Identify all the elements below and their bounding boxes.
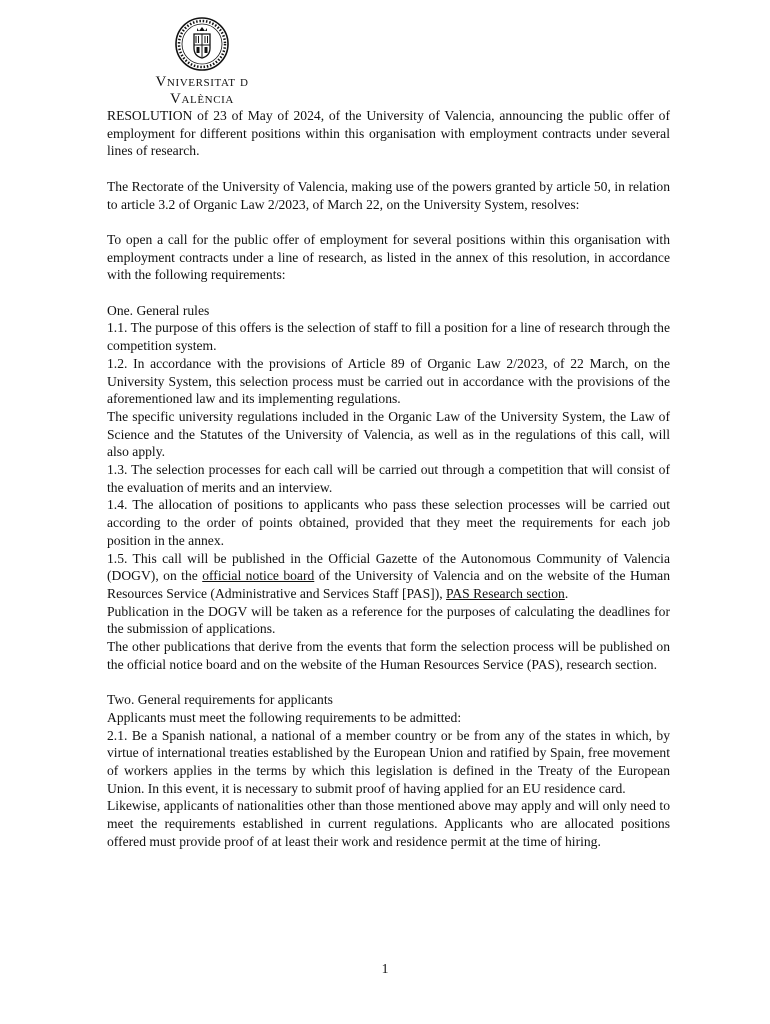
section-two-heading: Two. General requirements for applicants bbox=[107, 692, 333, 708]
paragraph-2-1: 2.1. Be a Spanish national, a national of a member country or be from any of the states in which, by virtue of international treaties established by the European Union and ratified by Spain, free movement of workers applies in the terms by which this legislation is defined in the Treaty of the European Union. In this event, it is necessary to submit proof of having applied for an EU residence card. bbox=[107, 727, 670, 796]
paragraph-1-5-text-a: 1.5. This call will be published in the Official Gazette of the Autonomous Community of Valencia (DOGV), on the bbox=[107, 550, 670, 584]
paragraph-1-5-text-b: of the University of Valencia and on the website of the Human Resources Service (Administrative and Services Staff [PAS]), bbox=[107, 568, 670, 601]
paragraph-1-2: 1.2. In accordance with the provisions of Article 89 of Organic Law 2/2023, of 22 March, on the University System, this selection process must be carried out in accordance with the provisions of the aforementioned law and its implementing regulations. bbox=[107, 355, 670, 407]
university-logo bbox=[122, 16, 282, 107]
paragraph-1-5-text-c: . bbox=[564, 585, 569, 601]
section-one-heading: One. General rules bbox=[107, 302, 210, 318]
resolution-title: RESOLUTION of 23 of May of 2024, of the University of Valencia, announcing the public offer of employment for different positions within this organisation with employment contracts under several lines of research. bbox=[107, 108, 670, 159]
paragraph-specific-regulations: The specific university regulations included in the Organic Law of the University System, the Law of Science and the Statutes of the University of Valencia, as well as in the regulations of this call, will also apply. bbox=[107, 408, 670, 460]
paragraph-publication: Publication in the DOGV will be taken as a reference for the purposes of calculating the deadlines for the submission of applications. bbox=[107, 603, 670, 637]
paragraph-1-3: 1.3. The selection processes for each call will be carried out through a competition that will consist of the evaluation of merits and an interview. bbox=[107, 462, 670, 495]
university-seal-icon bbox=[174, 16, 230, 72]
paragraph-applicants-intro: Applicants must meet the following requirements to be admitted: bbox=[107, 709, 462, 725]
document-body bbox=[107, 107, 670, 850]
paragraph-1-1: 1.1. The purpose of this offers is the selection of staff to fill a position for a line of research through the competition system. bbox=[107, 320, 670, 354]
official-notice-board-link[interactable]: official notice board bbox=[202, 568, 315, 584]
intro-paragraph: The Rectorate of the University of Valencia, making use of the powers granted by article 50, in relation to article 3.2 of Organic Law 2/2023, of March 22, on the University System, resolves: bbox=[107, 178, 670, 212]
university-wordmark: Vniversitat d València bbox=[155, 74, 249, 107]
page-number: 1 bbox=[381, 961, 389, 976]
resolve-paragraph: To open a call for the public offer of employment for several positions within this organisation with employment contracts under a line of research, as listed in the annex of this resolution, in accordance with the following requirements: bbox=[107, 231, 670, 283]
paragraph-other-publications: The other publications that derive from the events that form the selection process will be published on the official notice board and on the website of the Human Resources Service (PAS), research section. bbox=[107, 639, 670, 672]
paragraph-1-4: 1.4. The allocation of positions to applicants who pass these selection processes will be carried out according to the order of points obtained, provided that they meet the requirements for each job position in the annex. bbox=[107, 497, 670, 548]
pas-research-section-link[interactable]: PAS Research section bbox=[446, 585, 565, 601]
paragraph-1-5 bbox=[107, 550, 670, 603]
paragraph-likewise: Likewise, applicants of nationalities other than those mentioned above may apply and will only need to meet the requirements established in current regulations. Applicants who are allocated positions offered must provide proof of at least their work and residence permit at the time of hiring. bbox=[107, 798, 670, 849]
